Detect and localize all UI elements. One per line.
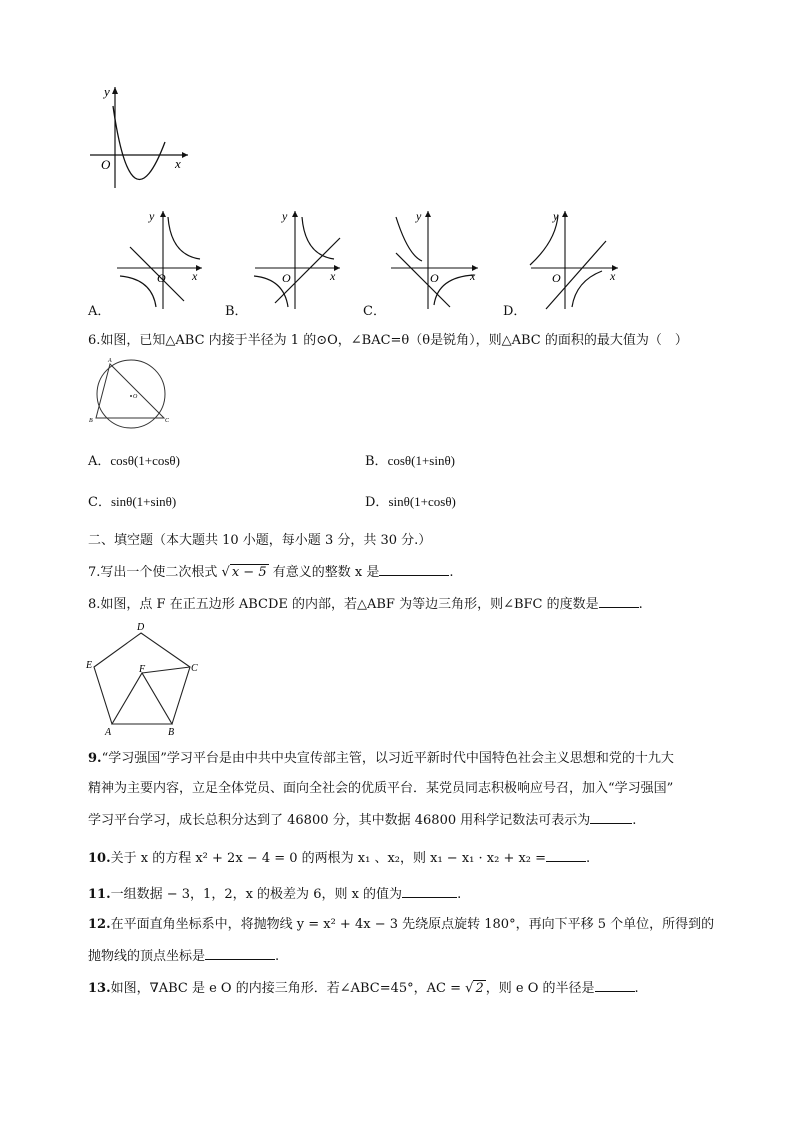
- svg-text:y: y: [553, 209, 559, 223]
- question-12-line1: 12.在平面直角坐标系中，将抛物线 y = x² + 4x − 3 先绕原点旋转 180°，再向下平移 5 个单位，所得到的: [88, 917, 715, 932]
- section-2-title: 二、填空题（本大题共 10 小题，每小题 3 分，共 30 分.）: [88, 533, 432, 548]
- q12-answer-blank[interactable]: [205, 947, 275, 960]
- option-label-a: A．: [88, 304, 111, 319]
- question-10: 10.关于 x 的方程 x² + 2x − 4 = 0 的两根为 x₁ 、x₂，则 x₁ − x₁ · x₂ + x₂ = .: [88, 851, 591, 866]
- main-y-label: y: [104, 84, 110, 99]
- question-12-line2: 抛物线的顶点坐标是 .: [88, 949, 280, 964]
- svg-text:C: C: [191, 663, 198, 674]
- question-13: 13.如图，∇ABC 是 e O 的内接三角形．若∠ABC=45°，AC = √ 2 ，则 e O 的半径是 .: [88, 981, 639, 996]
- question-6-text: 6.如图，已知△ABC 内接于半径为 1 的⊙O，∠BAC=θ（θ是锐角），则△ABC 的面积的最大值为（ ）: [88, 333, 688, 348]
- svg-text:F: F: [139, 664, 146, 675]
- q11-answer-blank[interactable]: [402, 885, 457, 898]
- option-label-c: C．: [363, 304, 386, 319]
- svg-text:A: A: [105, 727, 112, 738]
- svg-text:x: x: [192, 269, 198, 283]
- svg-text:y: y: [416, 209, 422, 223]
- svg-text:A: A: [108, 358, 112, 364]
- question-9-line2: 精神为主要内容，立足全体党员、面向全社会的优质平台．某党员同志积极响应号召，加入“学习强国”: [88, 781, 674, 796]
- q13-answer-blank[interactable]: [595, 979, 635, 992]
- parabola-curve: [113, 106, 165, 180]
- question-11: 11.一组数据 − 3，1，2，x 的极差为 6，则 x 的值为 .: [88, 887, 462, 902]
- option-graph-c: [388, 205, 483, 313]
- q6-option-d: D．sinθ(1+cosθ): [365, 494, 456, 510]
- svg-text:B: B: [89, 418, 93, 424]
- option-graph-a: [112, 205, 207, 313]
- svg-text:O: O: [133, 394, 138, 400]
- svg-text:C: C: [165, 418, 170, 424]
- question-9-line3: 学习平台学习，成长总积分达到了 46800 分，其中数据 46800 用科学记数法可表示为 .: [88, 813, 637, 828]
- q8-answer-blank[interactable]: [599, 595, 639, 608]
- main-origin-label: O: [101, 157, 111, 172]
- question-9-line1: 9.“学习强国”学习平台是由中共中央宣传部主管，以习近平新时代中国特色社会主义思想和党的十九大: [88, 751, 674, 766]
- svg-text:D: D: [137, 622, 145, 633]
- option-graph-d: [528, 205, 623, 313]
- main-parabola-graph: [85, 82, 195, 192]
- q10-answer-blank[interactable]: [546, 849, 586, 862]
- q6-option-a: A．cosθ(1+cosθ): [88, 453, 180, 469]
- option-graph-b: [250, 205, 345, 313]
- svg-text:O: O: [430, 271, 439, 285]
- svg-text:x: x: [470, 269, 476, 283]
- svg-text:O: O: [552, 271, 561, 285]
- svg-text:x: x: [610, 269, 616, 283]
- option-label-b: B．: [225, 304, 248, 319]
- svg-text:x: x: [330, 269, 336, 283]
- q9-answer-blank[interactable]: [590, 811, 632, 824]
- question-7: 7.写出一个使二次根式 √ x − 5 有意义的整数 x 是 .: [88, 565, 454, 580]
- option-label-d: D．: [503, 304, 527, 319]
- svg-text:E: E: [86, 660, 93, 671]
- q6-option-b: B．cosθ(1+sinθ): [365, 453, 456, 469]
- q6-circle-figure: [86, 356, 176, 430]
- main-x-label: x: [175, 156, 181, 171]
- svg-text:y: y: [149, 209, 155, 223]
- svg-text:O: O: [282, 271, 291, 285]
- q8-pentagon-figure: [84, 618, 206, 740]
- svg-text:O: O: [157, 271, 166, 285]
- q7-answer-blank[interactable]: [379, 563, 449, 576]
- svg-text:B: B: [168, 727, 175, 738]
- svg-text:y: y: [282, 209, 288, 223]
- question-8: 8.如图，点 F 在正五边形 ABCDE 的内部，若△ABF 为等边三角形，则∠BFC 的度数是 .: [88, 597, 643, 612]
- q6-option-c: C．sinθ(1+sinθ): [88, 494, 177, 510]
